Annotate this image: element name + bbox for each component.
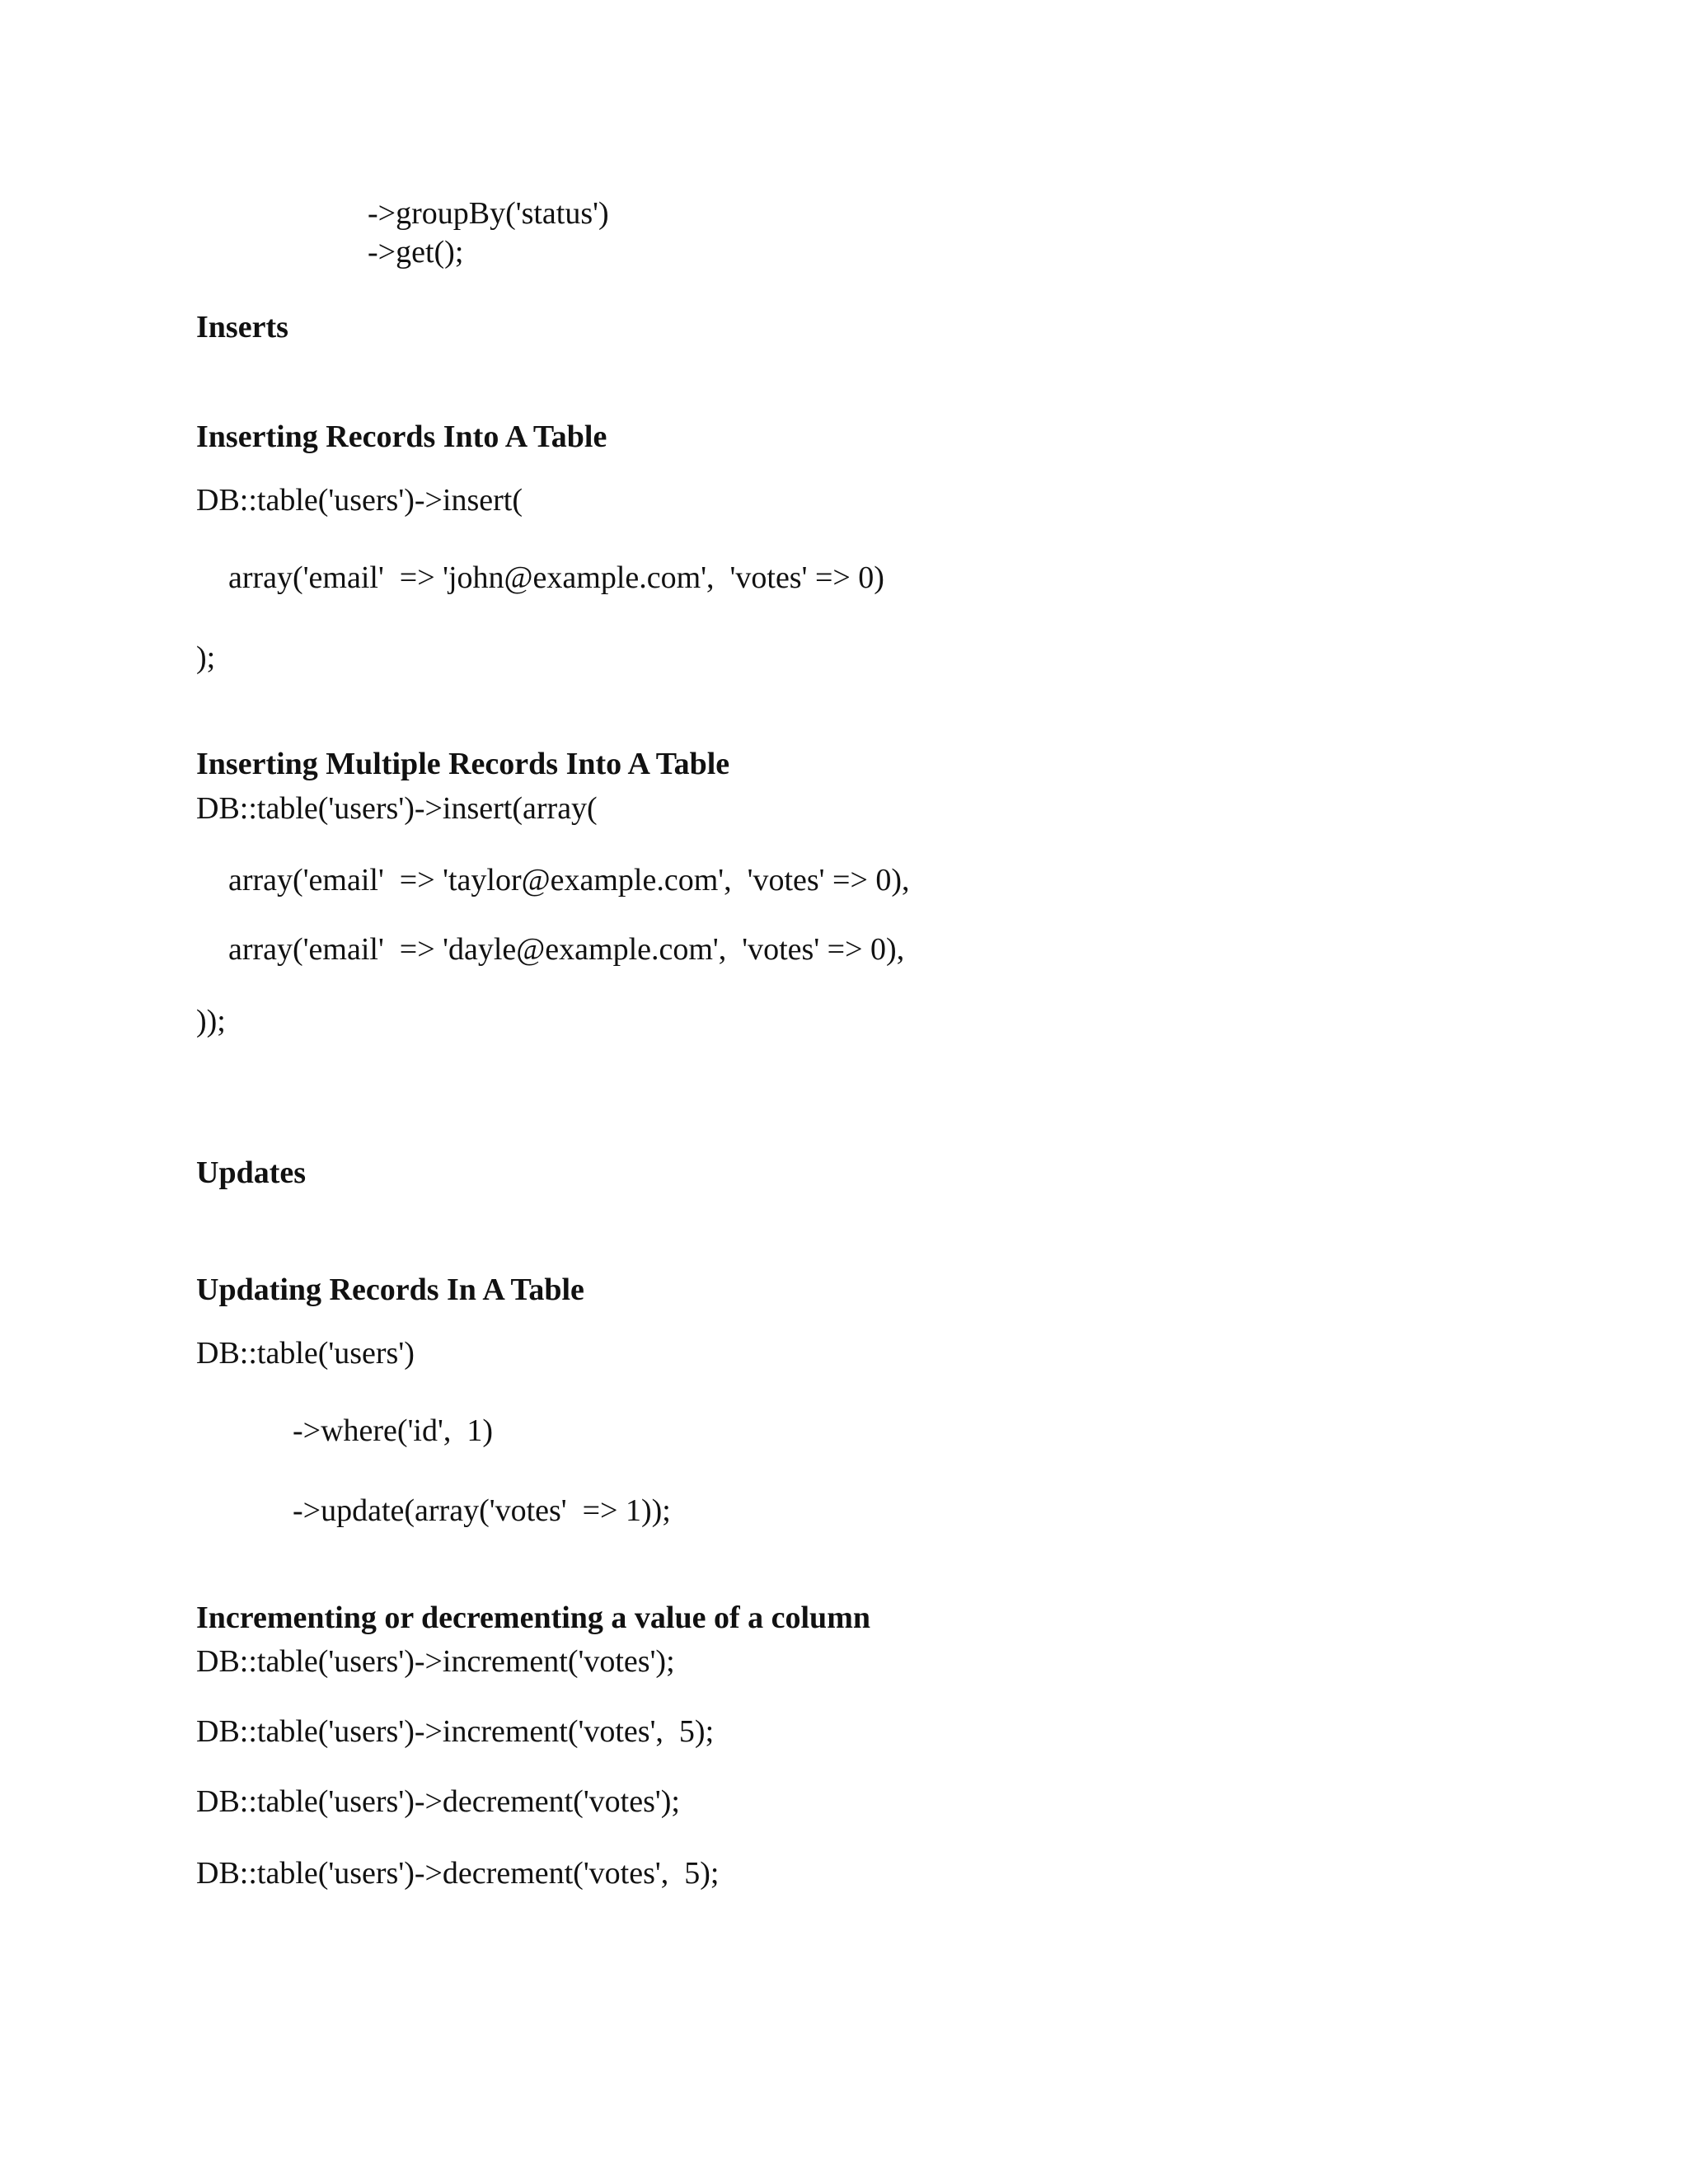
code-line: )); xyxy=(196,1004,226,1038)
subheading-updating-records: Updating Records In A Table xyxy=(196,1272,584,1307)
code-line: DB::table('users')->insert(array( xyxy=(196,791,598,826)
code-line: DB::table('users')->decrement('votes'); xyxy=(196,1784,680,1819)
code-line: ->groupBy('status') xyxy=(368,196,609,231)
subheading-inserting-records: Inserting Records Into A Table xyxy=(196,419,607,454)
code-line: DB::table('users') xyxy=(196,1336,415,1371)
code-line: DB::table('users')->decrement('votes', 5); xyxy=(196,1856,720,1891)
code-line: array('email' => 'john@example.com', 'votes' => 0) xyxy=(228,560,884,595)
subheading-inserting-multiple-records: Inserting Multiple Records Into A Table xyxy=(196,747,730,781)
code-line: array('email' => 'dayle@example.com', 'votes' => 0), xyxy=(228,932,905,967)
code-line: ->get(); xyxy=(368,235,464,269)
code-line: array('email' => 'taylor@example.com', 'votes' => 0), xyxy=(228,863,910,898)
code-line: ->where('id', 1) xyxy=(293,1413,493,1448)
code-line: DB::table('users')->increment('votes', 5); xyxy=(196,1714,715,1749)
section-heading-inserts: Inserts xyxy=(196,310,288,344)
code-line: DB::table('users')->increment('votes'); xyxy=(196,1644,675,1679)
code-line: DB::table('users')->insert( xyxy=(196,483,523,518)
code-line: ); xyxy=(196,640,216,675)
code-line: ->update(array('votes' => 1)); xyxy=(293,1493,671,1528)
subheading-increment-decrement: Incrementing or decrementing a value of a column xyxy=(196,1601,870,1635)
section-heading-updates: Updates xyxy=(196,1155,307,1190)
